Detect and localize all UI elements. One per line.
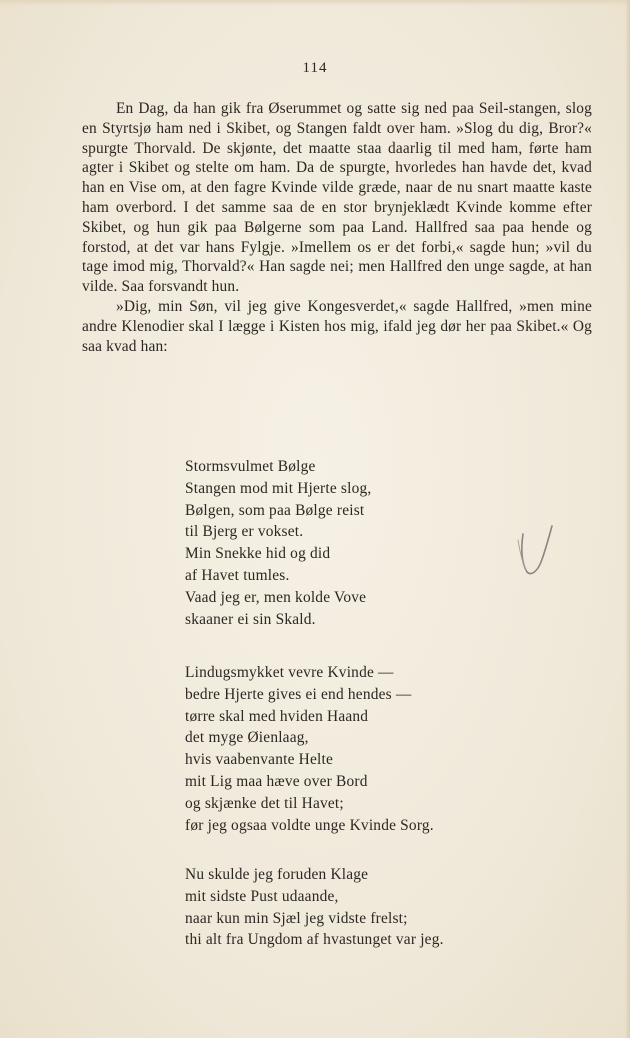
prose-body — [82, 99, 592, 356]
verse-line: og skjænke det til Havet; — [185, 794, 344, 812]
verse-line: før jeg ogsaa voldte unge Kvinde Sorg. — [185, 816, 434, 834]
verse-line: Stormsvulmet Bølge — [185, 458, 316, 475]
paragraph-2: »Dig, min Søn, vil jeg give Kongesverdet,« sagde Hallfred, »men mine andre Klenodier skal I lægge i Kisten hos mig, ifald jeg dør her paa Skibet.« Og saa kvad han: — [82, 297, 592, 355]
verse-line: af Havet tumles. — [185, 566, 290, 584]
verse-line: skaaner ei sin Skald. — [185, 610, 316, 628]
verse-line: Min Snekke hid og did — [185, 545, 331, 563]
verse-line: hvis vaabenvante Helte — [185, 751, 333, 769]
verse-line: Lindugsmykket vevre Kvinde — — [185, 664, 394, 681]
verse-line: Stangen mod mit Hjerte slog, — [185, 479, 372, 497]
pencil-check-mark — [515, 522, 559, 580]
verse-line: thi alt fra Ungdom af hvastunget var jeg. — [185, 931, 444, 949]
poem-stanza-3 — [185, 864, 515, 951]
verse-line: det myge Øienlaag, — [185, 729, 309, 747]
verse-line: til Bjerg er vokset. — [185, 523, 304, 541]
page-number: 114 — [302, 60, 328, 76]
verse-line: mit sidste Pust udaande, — [185, 887, 339, 905]
verse-line: naar kun min Sjæl jeg vidste frelst; — [185, 909, 408, 927]
verse-line: tørre skal med hviden Haand — [185, 707, 369, 725]
verse-line: Bølgen, som paa Bølge reist — [185, 501, 365, 519]
page-top-edge — [0, 0, 630, 6]
page-right-edge — [625, 0, 630, 1038]
poem-stanza-2 — [185, 662, 515, 836]
poem-stanza-1 — [185, 456, 515, 630]
verse-line: Nu skulde jeg foruden Klage — [185, 866, 369, 883]
verse-line: mit Lig maa hæve over Bord — [185, 772, 368, 790]
verse-line: bedre Hjerte gives ei end hendes — — [185, 685, 412, 703]
paragraph-1: En Dag, da han gik fra Øserummet og satte sig ned paa Seil-stangen, slog en Styrtsjø ham ned i Skibet, og Stangen faldt over ham. »Slog du dig, Bror?« spurgte Thorvald. De skjønte, det maatte staa daarlig til med ham, førte ham agter i Skibet og stelte om ham. Da de spurgte, hvorledes han havde det, kvad han en Vise om, at den fagre Kvinde vilde græde, naar de nu snart maatte kaste ham overbord. I det samme saa de en stor brynjeklædt Kvinde komme efter Skibet, og hun gik paa Bølgerne som paa Land. Hallfred saa paa hende og forstod, at det var hans Fylgje. »Imellem os er det forbi,« sagde hun; »vil du tage imod mig, Thorvald?« Han sagde nei; men Hallfred den unge sagde, at han vilde. Saa forsvandt hun. — [82, 100, 592, 296]
verse-line: Vaad jeg er, men kolde Vove — [185, 588, 367, 606]
